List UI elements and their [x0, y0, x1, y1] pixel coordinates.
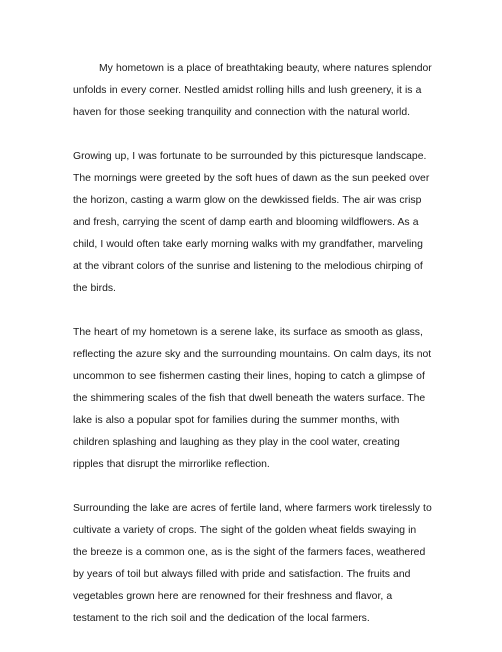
document-body [73, 58, 433, 652]
paragraph-hometown-intro: My hometown is a place of breathtaking beauty, where natures splendor unfolds in every corner. Nestled amidst rolling hills and lush greenery, it is a haven for those seeking tranquility and connection with the natural world. [73, 63, 432, 118]
paragraph-growing-up: Growing up, I was fortunate to be surrounded by this picturesque landscape. The mornings were greeted by the soft hues of dawn as the sun peeked over the horizon, casting a warm glow on the dewkissed fields. The air was crisp and fresh, carrying the scent of damp earth and blooming wildflowers. As a child, I would often take early morning walks with my grandfather, marveling at the vibrant colors of the sunrise and listening to the melodious chirping of the birds. [73, 151, 430, 294]
paragraph-lake: The heart of my hometown is a serene lake, its surface as smooth as glass, reflecting the azure sky and the surrounding mountains. On calm days, its not uncommon to see fishermen casting their lines, hoping to catch a glimpse of the shimmering scales of the fish that dwell beneath the waters surface. The lake is also a popular spot for families during the summer months, with children splashing and laughing as they play in the cool water, creating ripples that disrupt the mirrorlike reflection. [73, 327, 432, 470]
paragraph-farmland: Surrounding the lake are acres of fertile land, where farmers work tirelessly to cultivate a variety of crops. The sight of the golden wheat fields swaying in the breeze is a common one, as is the sight of the farmers faces, weathered by years of toil but always filled with pride and satisfaction. The fruits and vegetables grown here are renowned for their freshness and flavor, a testament to the rich soil and the dedication of the local farmers. [73, 503, 432, 624]
